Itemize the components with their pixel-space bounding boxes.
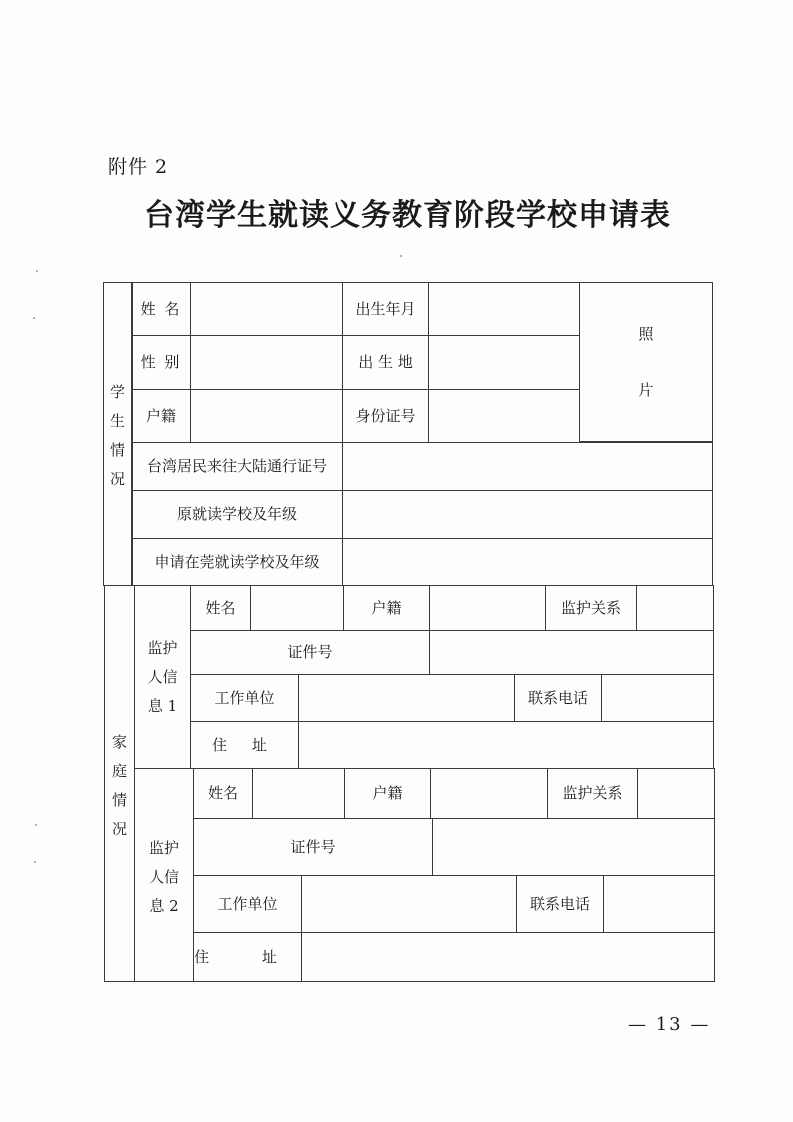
family-section-label: 家 庭 情 况 xyxy=(111,733,127,838)
guardian1-name-label: 姓名 xyxy=(190,585,251,631)
guardian2-relation-field[interactable] xyxy=(637,768,715,819)
scan-speck xyxy=(36,270,38,272)
guardian2-work-field[interactable] xyxy=(301,875,517,933)
guardian1-addr-field[interactable] xyxy=(298,721,714,769)
permit-field[interactable] xyxy=(342,442,713,491)
student-hukou-label: 户籍 xyxy=(131,389,191,443)
apply-school-label: 申请在莞就读学校及年级 xyxy=(131,538,343,586)
photo-label-2: 片 xyxy=(638,381,654,399)
guardian1-work-field[interactable] xyxy=(298,674,515,722)
guardian2-addr-label: 住 址 xyxy=(193,932,302,982)
student-name-label: 姓 名 xyxy=(131,282,191,336)
student-birth-label: 出生年月 xyxy=(342,282,429,336)
guardian2-name-label: 姓名 xyxy=(193,768,253,819)
guardian2-work-label: 工作单位 xyxy=(193,875,302,933)
student-name-field[interactable] xyxy=(190,282,343,336)
scan-speck xyxy=(33,317,35,319)
orig-school-field[interactable] xyxy=(342,490,713,539)
scan-speck xyxy=(35,824,37,826)
student-section-label: 学 生 情 况 xyxy=(109,383,125,488)
permit-label: 台湾居民来往大陆通行证号 xyxy=(131,442,343,491)
guardian2-name-field[interactable] xyxy=(252,768,345,819)
guardian1-hukou-label: 户籍 xyxy=(343,585,430,631)
guardian1-relation-label: 监护关系 xyxy=(545,585,637,631)
orig-school-label: 原就读学校及年级 xyxy=(131,490,343,539)
guardian1-addr-label: 住 址 xyxy=(190,721,299,769)
student-id-label: 身份证号 xyxy=(342,389,429,443)
guardian1-relation-field[interactable] xyxy=(636,585,714,631)
scan-speck xyxy=(400,255,402,257)
guardian2-hukou-field[interactable] xyxy=(430,768,548,819)
form-title: 台湾学生就读义务教育阶段学校申请表 xyxy=(144,198,671,233)
guardian2-phone-field[interactable] xyxy=(603,875,715,933)
guardian1-id-label: 证件号 xyxy=(190,630,430,675)
student-gender-field[interactable] xyxy=(190,335,343,390)
guardian2-addr-field[interactable] xyxy=(301,932,715,982)
guardian1-id-field[interactable] xyxy=(429,630,714,675)
student-gender-label: 性 别 xyxy=(131,335,191,390)
guardian2-label: 监护 人信 息 2 xyxy=(148,839,179,915)
student-id-field[interactable] xyxy=(428,389,580,443)
attachment-label: 附件 2 xyxy=(108,156,169,178)
guardian2-relation-label: 监护关系 xyxy=(547,768,638,819)
guardian1-name-field[interactable] xyxy=(250,585,344,631)
apply-school-field[interactable] xyxy=(342,538,713,586)
guardian2-phone-label: 联系电话 xyxy=(516,875,604,933)
scan-speck xyxy=(34,861,36,863)
guardian1-work-label: 工作单位 xyxy=(190,674,299,722)
guardian2-id-label: 证件号 xyxy=(193,818,433,876)
photo-label-1: 照 xyxy=(638,324,654,343)
guardian1-hukou-field[interactable] xyxy=(429,585,546,631)
student-birth-field[interactable] xyxy=(428,282,580,336)
photo-box[interactable] xyxy=(579,282,713,442)
page-number: — 13 — xyxy=(628,1014,711,1035)
student-birthplace-label: 出 生 地 xyxy=(342,335,429,390)
guardian2-id-field[interactable] xyxy=(432,818,715,876)
student-hukou-field[interactable] xyxy=(190,389,343,443)
guardian2-hukou-label: 户籍 xyxy=(344,768,431,819)
guardian1-phone-field[interactable] xyxy=(601,674,714,722)
student-birthplace-field[interactable] xyxy=(428,335,580,390)
guardian1-phone-label: 联系电话 xyxy=(514,674,602,722)
guardian1-label: 监护 人信 息 1 xyxy=(147,639,178,715)
